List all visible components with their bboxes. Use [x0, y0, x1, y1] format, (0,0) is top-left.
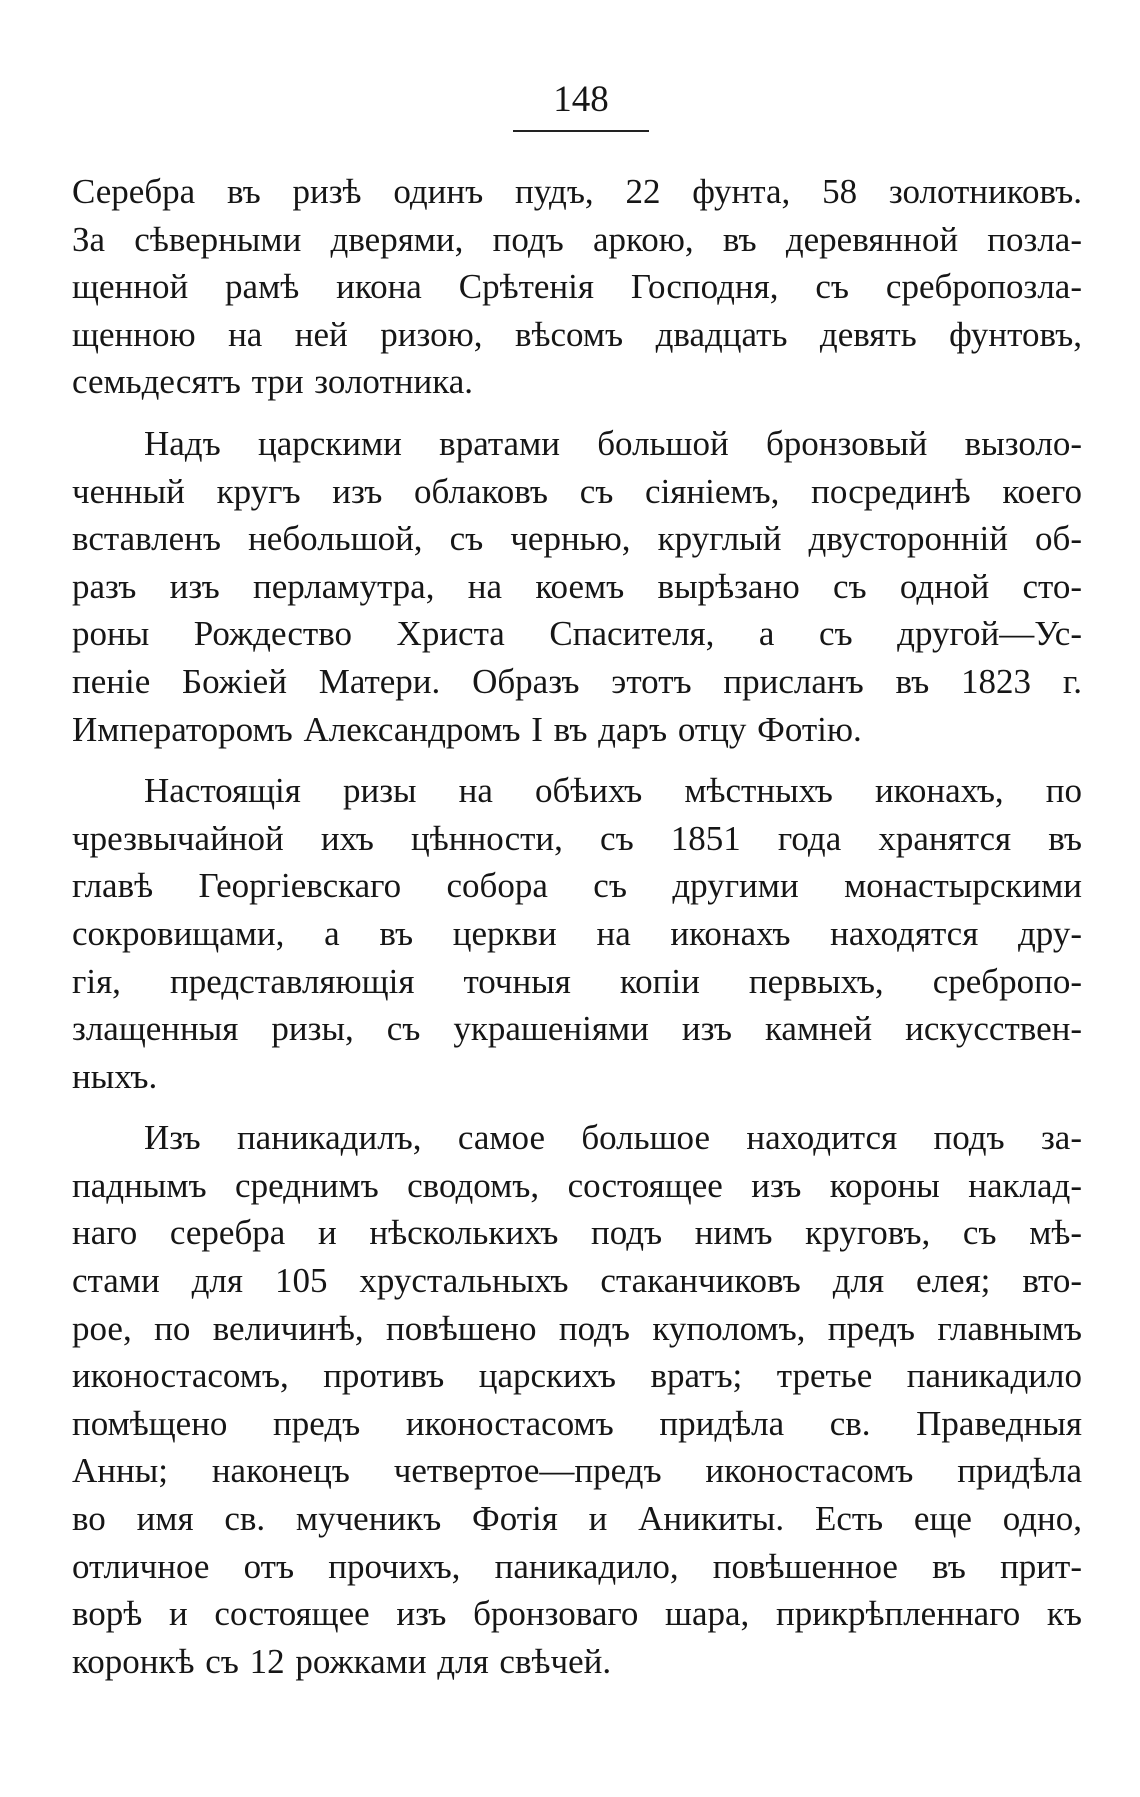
text-line: отличное отъ прочихъ, паникадило, повѣшенное въ прит-	[72, 1546, 1082, 1586]
text-line: щенною на ней ризою, вѣсомъ двадцать девять фунтовъ,	[72, 314, 1082, 354]
text-line: стами для 105 хрустальныхъ стаканчиковъ для елея; вто-	[72, 1261, 1082, 1301]
text-line: чрезвычайной ихъ цѣнности, съ 1851 года хранятся въ	[72, 818, 1082, 858]
text-line: помѣщено предъ иконостасомъ придѣла св. Праведныя	[72, 1403, 1082, 1443]
text-line: За сѣверными дверями, подъ аркою, въ деревянной позла-	[72, 219, 1082, 259]
text-line: ченный кругъ изъ облаковъ съ сіяніемъ, посрединѣ коего	[72, 471, 1082, 511]
text-line: коронкѣ съ 12 рожками для свѣчей.	[72, 1641, 612, 1681]
text-line: Изъ паникадилъ, самое большое находится подъ за-	[144, 1118, 1082, 1158]
text-line: сокровищами, а въ церкви на иконахъ находятся дру-	[72, 913, 1082, 953]
text-line: щенной рамѣ икона Срѣтенія Господня, съ сребропозла-	[72, 267, 1082, 307]
text-line: иконостасомъ, противъ царскихъ вратъ; третье паникадило	[72, 1356, 1082, 1396]
paragraph-4	[72, 1114, 1082, 1685]
text-line: ворѣ и состоящее изъ бронзоваго шара, прикрѣпленнаго къ	[72, 1594, 1082, 1634]
text-line: Императоромъ Александромъ I въ даръ отцу Фотію.	[72, 709, 862, 749]
book-page	[72, 78, 1082, 1685]
text-line: пеніе Божіей Матери. Образъ этотъ присланъ въ 1823 г.	[72, 661, 1082, 701]
text-line: ныхъ.	[72, 1056, 158, 1096]
text-line: Серебра въ ризѣ одинъ пудъ, 22 фунта, 58 золотниковъ.	[72, 172, 1082, 211]
text-line: гія, представляющія точныя копіи первыхъ, сребропо-	[72, 961, 1082, 1001]
paragraph-1	[72, 168, 1082, 406]
text-line: наго серебра и нѣсколькихъ подъ нимъ круговъ, съ мѣ-	[72, 1213, 1082, 1253]
text-line: Надъ царскими вратами большой бронзовый вызоло-	[144, 423, 1082, 463]
page-number: 148	[553, 79, 609, 120]
text-line: главѣ Георгіевскаго собора съ другими монастырскими	[72, 866, 1082, 906]
text-line: рое, по величинѣ, повѣшено подъ куполомъ, предъ главнымъ	[72, 1308, 1082, 1348]
text-line: Настоящія ризы на обѣихъ мѣстныхъ иконахъ, по	[144, 771, 1082, 811]
text-line: паднымъ среднимъ сводомъ, состоящее изъ короны наклад-	[72, 1165, 1082, 1205]
page-number-rule	[513, 130, 649, 132]
body-text	[72, 168, 1082, 1685]
text-line: Анны; наконецъ четвертое—предъ иконостасомъ придѣла	[72, 1451, 1082, 1491]
text-line: вставленъ небольшой, съ чернью, круглый двусторонній об-	[72, 519, 1082, 559]
paragraph-3	[72, 767, 1082, 1100]
text-line: во имя св. мученикъ Фотія и Аникиты. Есть еще одно,	[72, 1499, 1082, 1539]
text-line: семьдесятъ три золотника.	[72, 362, 473, 402]
text-line: злащенныя ризы, съ украшеніями изъ камней искусствен-	[72, 1009, 1082, 1049]
text-line: роны Рождество Христа Спасителя, а съ другой—Ус-	[72, 614, 1082, 654]
paragraph-2	[72, 420, 1082, 753]
text-line: разъ изъ перламутра, на коемъ вырѣзано съ одной сто-	[72, 566, 1082, 606]
